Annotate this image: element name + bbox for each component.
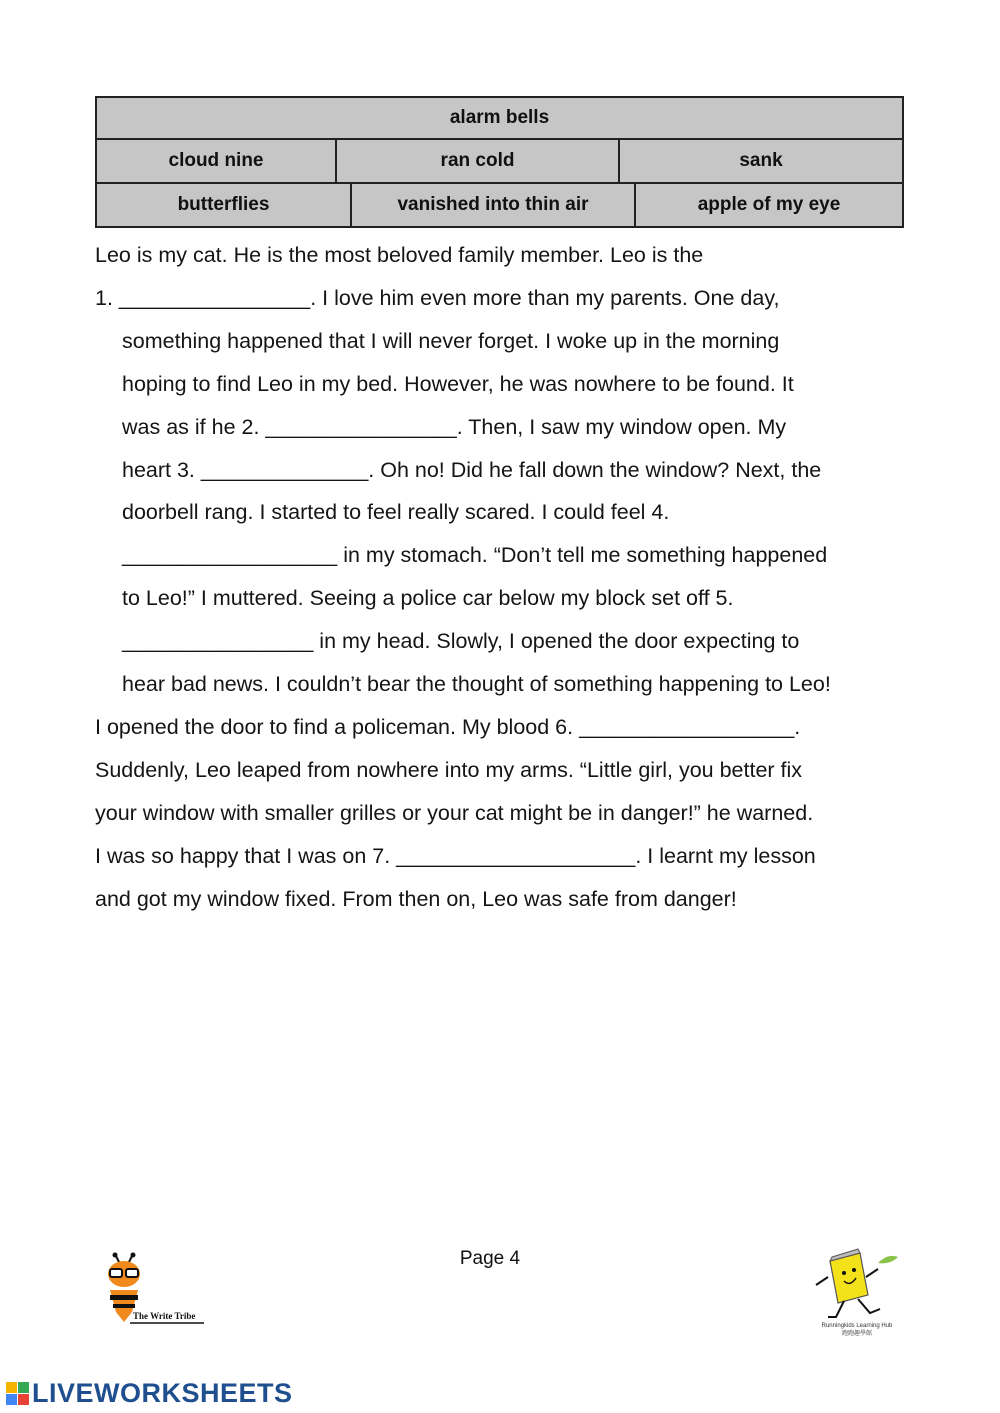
passage-line: doorbell rang. I started to feel really scared. I could feel 4. bbox=[122, 500, 670, 525]
running-book-logo bbox=[808, 1243, 908, 1323]
liveworksheets-wordmark: LIVEWORKSHEETS bbox=[32, 1377, 293, 1408]
passage-line: heart 3. ______________. Oh no! Did he fall down the window? Next, the bbox=[122, 457, 822, 482]
word-bank-cell: ran cold bbox=[335, 140, 618, 182]
passage-line: Suddenly, Leo leaped from nowhere into my arms. “Little girl, you better fix bbox=[95, 757, 803, 782]
passage-line: hear bad news. I couldn’t bear the thought of something happening to Leo! bbox=[122, 672, 831, 697]
word-bank-cell: apple of my eye bbox=[634, 184, 902, 226]
word-bank-cell: alarm bells bbox=[449, 107, 550, 128]
passage-line: Leo is my cat. He is the most beloved family member. Leo is the bbox=[95, 243, 704, 267]
word-bank-cell: vanished into thin air bbox=[350, 184, 634, 226]
passage-line: hoping to find Leo in my bed. However, he was nowhere to be found. It bbox=[122, 371, 794, 396]
passage-line: __________________ in my stomach. “Don’t tell me something happened bbox=[122, 543, 828, 568]
page-number: Page 4 bbox=[459, 1248, 521, 1269]
learning-hub-name: Runningkids Learning Hub bbox=[821, 1323, 893, 1329]
word-bank-table bbox=[95, 96, 904, 228]
word-bank-cell: sank bbox=[618, 140, 902, 182]
story-passage bbox=[95, 234, 910, 921]
learning-hub-chinese-name: 跑跑趣學館 bbox=[841, 1331, 872, 1337]
passage-line: I was so happy that I was on 7. ____________________. I learnt my lesson bbox=[95, 843, 816, 868]
liveworksheets-blocks-icon bbox=[6, 1382, 29, 1405]
passage-line: I opened the door to find a policeman. My blood 6. __________________. bbox=[95, 714, 801, 739]
word-bank-row bbox=[97, 98, 902, 138]
word-bank-cell: butterflies bbox=[177, 194, 270, 215]
write-tribe-caption: The Write Tribe bbox=[133, 1311, 196, 1321]
passage-line: and got my window fixed. From then on, Leo was safe from danger! bbox=[95, 886, 737, 911]
learning-hub-caption bbox=[812, 1322, 902, 1338]
word-bank-row bbox=[97, 138, 902, 182]
passage-line: something happened that I will never forget. I woke up in the morning bbox=[122, 328, 780, 353]
liveworksheets-brand bbox=[6, 1378, 293, 1408]
passage-line: 1. ________________. I love him even more than my parents. One day, bbox=[95, 285, 780, 310]
passage-line: your window with smaller grilles or your cat might be in danger!” he warned. bbox=[95, 800, 814, 825]
word-bank-cell: cloud nine bbox=[168, 150, 264, 171]
word-bank-row bbox=[97, 182, 902, 226]
passage-line: ________________ in my head. Slowly, I opened the door expecting to bbox=[122, 629, 800, 654]
passage-line: was as if he 2. ________________. Then, I saw my window open. My bbox=[122, 414, 787, 439]
passage-line: to Leo!” I muttered. Seeing a police car below my block set off 5. bbox=[122, 586, 734, 611]
